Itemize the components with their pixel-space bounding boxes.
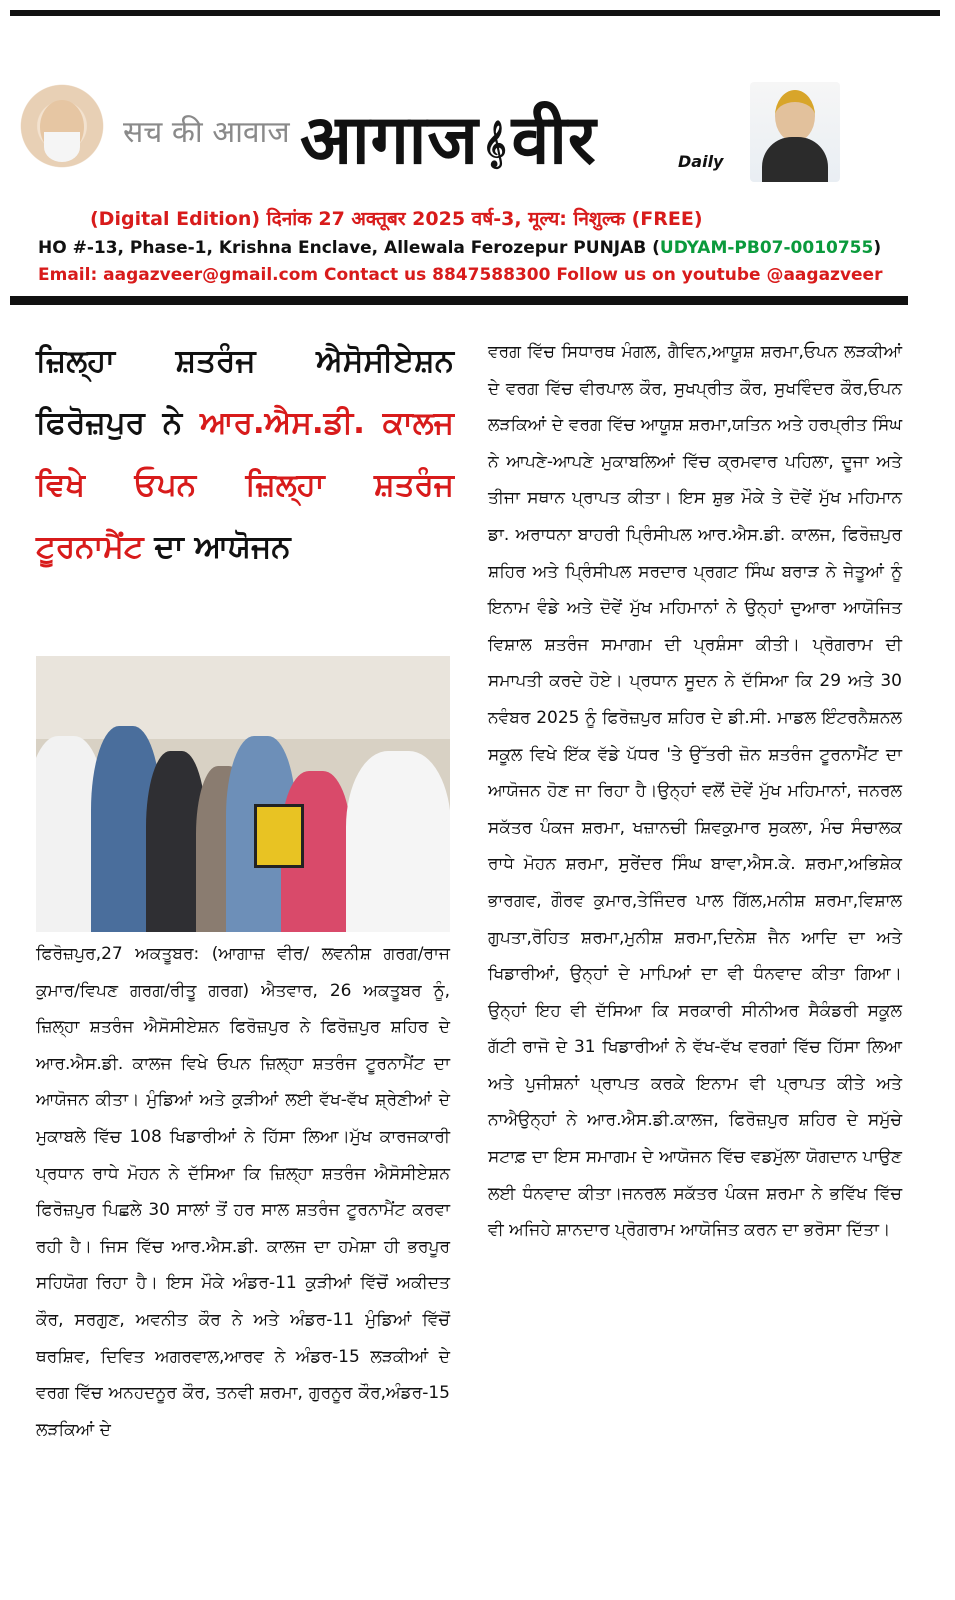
- left-portrait-photo: [14, 82, 110, 192]
- edition-line: (Digital Edition) दिनांक 27 अक्तूबर 2025 वर्ष-3, मूल्य: निशुल्क (FREE): [90, 208, 703, 230]
- masthead-tagline: सच की आवाज: [123, 115, 290, 150]
- masthead-title: [300, 90, 597, 183]
- article-body-right-column: [488, 334, 902, 1249]
- headline-part-1: ਜ਼ਿਲ੍ਹਾ ਸ਼ਤਰੰਜ ਐਸੋਸੀਏਸ਼ਨ ਫਿਰੋਜ਼ਪੁਰ ਨੇ: [36, 343, 454, 441]
- article-photo: [36, 656, 450, 932]
- header-separator: [10, 296, 908, 305]
- article-body-left-column: [36, 936, 450, 1448]
- portrait-body: [762, 137, 828, 182]
- treble-clef-icon: 𝄞: [482, 121, 508, 168]
- portrait-head: [775, 90, 815, 142]
- portrait-beard: [44, 132, 80, 162]
- masthead-daily-label: Daily: [678, 152, 724, 171]
- top-rule: [10, 10, 940, 16]
- address-text: HO #-13, Phase-1, Krishna Enclave, Allewala Ferozepur PUNJAB (: [38, 238, 660, 258]
- contact-line: Email: aagazveer@gmail.com Contact us 8847588300 Follow us on youtube @aagazveer: [38, 265, 883, 285]
- article-headline: [36, 330, 454, 578]
- headline-part-red: ਆਰ.ਐਸ.ਡੀ. ਕਾਲਜ ਵਿਖੇ ਓਪਨ ਜ਼ਿਲ੍ਹਾ ਸ਼ਤਰੰਜ ਟੂਰਨਾਮੈਂਟ: [36, 405, 454, 565]
- masthead-title-part2: वीर: [511, 101, 597, 180]
- udyam-number: UDYAM-PB07-0010755: [659, 238, 874, 258]
- address-close: ): [873, 238, 882, 258]
- right-portrait-photo: [750, 82, 840, 182]
- body-paragraph-right: ਵਰਗ ਵਿੱਚ ਸਿਧਾਰਥ ਮੰਗਲ, ਗੈਵਿਨ,ਆਯੂਸ਼ ਸ਼ਰਮਾ,ਓਪਨ ਲੜਕੀਆਂ ਦੇ ਵਰਗ ਵਿੱਚ ਵੀਰਪਾਲ ਕੌਰ, ਸੁਖਪ੍ਰੀਤ ਕੌਰ, ਸੁਖਵਿੰਦਰ ਕੌਰ,ਓਪਨ ਲੜਕਿਆਂ ਦੇ ਵਰਗ ਵਿੱਚ ਆਯੂਸ਼ ਸ਼ਰਮਾ,ਯਤਿਨ ਅਤੇ ਹਰਪ੍ਰੀਤ ਸਿੰਘ ਨੇ ਆਪਣੇ-ਆਪਣੇ ਮੁਕਾਬਲਿਆਂ ਵਿੱਚ ਕ੍ਰਮਵਾਰ ਪਹਿਲਾ, ਦੂਜਾ ਅਤੇ ਤੀਜਾ ਸਥਾਨ ਪ੍ਰਾਪਤ ਕੀਤਾ। ਇਸ ਸ਼ੁਭ ਮੌਕੇ ਤੇ ਦੋਵੇਂ ਮੁੱਖ ਮਹਿਮਾਨ ਡਾ. ਅਰਾਧਨਾ ਬਾਹਰੀ ਪ੍ਰਿੰਸੀਪਲ ਆਰ.ਐਸ.ਡੀ. ਕਾਲਜ, ਫਿਰੋਜ਼ਪੁਰ ਸ਼ਹਿਰ ਅਤੇ ਪ੍ਰਿੰਸੀਪਲ ਸਰਦਾਰ ਪ੍ਰਗਟ ਸਿੰਘ ਬਰਾੜ ਨੇ ਜੇਤੂਆਂ ਨੂੰ ਇਨਾਮ ਵੰਡੇ ਅਤੇ ਦੋਵੇਂ ਮੁੱਖ ਮਹਿਮਾਨਾਂ ਨੇ ਉਨ੍ਹਾਂ ਦੁਆਰਾ ਆਯੋਜਿਤ ਵਿਸ਼ਾਲ ਸ਼ਤਰੰਜ ਸਮਾਗਮ ਦੀ ਪ੍ਰਸ਼ੰਸਾ ਕੀਤੀ। ਪ੍ਰੋਗਰਾਮ ਦੀ ਸਮਾਪਤੀ ਕਰਦੇ ਹੋਏ। ਪ੍ਰਧਾਨ ਸੂਦਨ ਨੇ ਦੱਸਿਆ ਕਿ 29 ਅਤੇ 30 ਨਵੰਬਰ 2025 ਨੂੰ ਫਿਰੋਜ਼ਪੁਰ ਸ਼ਹਿਰ ਦੇ ਡੀ.ਸੀ. ਮਾਡਲ ਇੰਟਰਨੈਸ਼ਨਲ ਸਕੂਲ ਵਿਖੇ ਇੱਕ ਵੱਡੇ ਪੱਧਰ 'ਤੇ ਉੱਤਰੀ ਜ਼ੋਨ ਸ਼ਤਰੰਜ ਟੂਰਨਾਮੈਂਟ ਦਾ ਆਯੋਜਨ ਹੋਣ ਜਾ ਰਿਹਾ ਹੈ।ਉਨ੍ਹਾਂ ਵਲੋਂ ਦੋਵੇਂ ਮੁੱਖ ਮਹਿਮਾਨਾਂ, ਜਨਰਲ ਸਕੱਤਰ ਪੰਕਜ ਸ਼ਰਮਾ, ਖਜ਼ਾਨਚੀ ਸ਼ਿਵਕੁਮਾਰ ਸੁਕਲਾ, ਮੰਚ ਸੰਚਾਲਕ ਰਾਧੇ ਮੋਹਨ ਸ਼ਰਮਾ, ਸੁਰੇਂਦਰ ਸਿੰਘ ਬਾਵਾ,ਐਸ.ਕੇ. ਸ਼ਰਮਾ,ਅਭਿਸ਼ੇਕ ਭਾਰਗਵ, ਗੌਰਵ ਕੁਮਾਰ,ਤੇਜਿੰਦਰ ਪਾਲ ਗਿੱਲ,ਮਨੀਸ਼ ਸ਼ਰਮਾ,ਵਿਸ਼ਾਲ ਗੁਪਤਾ,ਰੋਹਿਤ ਸ਼ਰਮਾ,ਮੁਨੀਸ਼ ਸ਼ਰਮਾ,ਦਿਨੇਸ਼ ਜੈਨ ਆਦਿ ਦਾ ਅਤੇ ਖਿਡਾਰੀਆਂ, ਉਨ੍ਹਾਂ ਦੇ ਮਾਪਿਆਂ ਦਾ ਵੀ ਧੰਨਵਾਦ ਕੀਤਾ ਗਿਆ। ਉਨ੍ਹਾਂ ਇਹ ਵੀ ਦੱਸਿਆ ਕਿ ਸਰਕਾਰੀ ਸੀਨੀਅਰ ਸੈਕੰਡਰੀ ਸਕੂਲ ਗੱਟੀ ਰਾਜੋ ਦੇ 31 ਖਿਡਾਰੀਆਂ ਨੇ ਵੱਖ-ਵੱਖ ਵਰਗਾਂ ਵਿੱਚ ਹਿੱਸਾ ਲਿਆ ਅਤੇ ਪੁਜੀਸ਼ਨਾਂ ਪ੍ਰਾਪਤ ਕਰਕੇ ਇਨਾਮ ਵੀ ਪ੍ਰਾਪਤ ਕੀਤੇ ਅਤੇ ਨਾਐਉਨ੍ਹਾਂ ਨੇ ਆਰ.ਐਸ.ਡੀ.ਕਾਲਜ, ਫਿਰੋਜ਼ਪੁਰ ਸ਼ਹਿਰ ਦੇ ਸਮੁੱਚੇ ਸਟਾਫ਼ ਦਾ ਇਸ ਸਮਾਗਮ ਦੇ ਆਯੋਜਨ ਵਿੱਚ ਵਡਮੁੱਲਾ ਯੋਗਦਾਨ ਪਾਉਣ ਲਈ ਧੰਨਵਾਦ ਕੀਤਾ।ਜਨਰਲ ਸਕੱਤਰ ਪੰਕਜ ਸ਼ਰਮਾ ਨੇ ਭਵਿੱਖ ਵਿੱਚ ਵੀ ਅਜਿਹੇ ਸ਼ਾਨਦਾਰ ਪ੍ਰੋਗਰਾਮ ਆਯੋਜਿਤ ਕਰਨ ਦਾ ਭਰੋਸਾ ਦਿੱਤਾ।: [488, 342, 902, 1241]
- address-line: [38, 238, 881, 258]
- masthead-title-part1: आगाज: [300, 101, 479, 180]
- headline-part-2: ਦਾ ਆਯੋਜਨ: [143, 529, 291, 565]
- trophy-plaque: [254, 804, 304, 868]
- photo-person: [346, 751, 450, 932]
- body-paragraph-left: ਫਿਰੋਜ਼ਪੁਰ,27 ਅਕਤੂਬਰ: (ਆਗਾਜ਼ ਵੀਰ/ ਲਵਨੀਸ਼ ਗਰਗ/ਰਾਜ ਕੁਮਾਰ/ਵਿਪਣ ਗਰਗ/ਰੀਤੂ ਗਰਗ) ਐਤਵਾਰ, 26 ਅਕਤੂਬਰ ਨੂੰ, ਜ਼ਿਲ੍ਹਾ ਸ਼ਤਰੰਜ ਐਸੋਸੀਏਸ਼ਨ ਫਿਰੋਜ਼ਪੁਰ ਨੇ ਫਿਰੋਜ਼ਪੁਰ ਸ਼ਹਿਰ ਦੇ ਆਰ.ਐਸ.ਡੀ. ਕਾਲਜ ਵਿਖੇ ਓਪਨ ਜ਼ਿਲ੍ਹਾ ਸ਼ਤਰੰਜ ਟੂਰਨਾਮੈਂਟ ਦਾ ਆਯੋਜਨ ਕੀਤਾ। ਮੁੰਡਿਆਂ ਅਤੇ ਕੁੜੀਆਂ ਲਈ ਵੱਖ-ਵੱਖ ਸ਼੍ਰੇਣੀਆਂ ਦੇ ਮੁਕਾਬਲੇ ਵਿੱਚ 108 ਖਿਡਾਰੀਆਂ ਨੇ ਹਿੱਸਾ ਲਿਆ।ਮੁੱਖ ਕਾਰਜਕਾਰੀ ਪ੍ਰਧਾਨ ਰਾਧੇ ਮੋਹਨ ਨੇ ਦੱਸਿਆ ਕਿ ਜ਼ਿਲ੍ਹਾ ਸ਼ਤਰੰਜ ਐਸੋਸੀਏਸ਼ਨ ਫਿਰੋਜ਼ਪੁਰ ਪਿਛਲੇ 30 ਸਾਲਾਂ ਤੋਂ ਹਰ ਸਾਲ ਸ਼ਤਰੰਜ ਟੂਰਨਾਮੈਂਟ ਕਰਵਾ ਰਹੀ ਹੈ। ਜਿਸ ਵਿੱਚ ਆਰ.ਐਸ.ਡੀ. ਕਾਲਜ ਦਾ ਹਮੇਸ਼ਾ ਹੀ ਭਰਪੂਰ ਸਹਿਯੋਗ ਰਿਹਾ ਹੈ। ਇਸ ਮੌਕੇ ਅੰਡਰ-11 ਕੁੜੀਆਂ ਵਿੱਚੋਂ ਅਕੀਦਤ ਕੌਰ, ਸਰਗੁਣ, ਅਵਨੀਤ ਕੌਰ ਨੇ ਅਤੇ ਅੰਡਰ-11 ਮੁੰਡਿਆਂ ਵਿੱਚੋਂ ਥਰਸ਼ਿਵ, ਦਿਵਿਤ ਅਗਰਵਾਲ,ਆਰਵ ਨੇ ਅੰਡਰ-15 ਲੜਕੀਆਂ ਦੇ ਵਰਗ ਵਿੱਚ ਅਨਹਦਨੂਰ ਕੌਰ, ਤਨਵੀ ਸ਼ਰਮਾ, ਗੁਰਨੂਰ ਕੌਰ,ਅੰਡਰ-15 ਲੜਕਿਆਂ ਦੇ: [36, 944, 450, 1440]
